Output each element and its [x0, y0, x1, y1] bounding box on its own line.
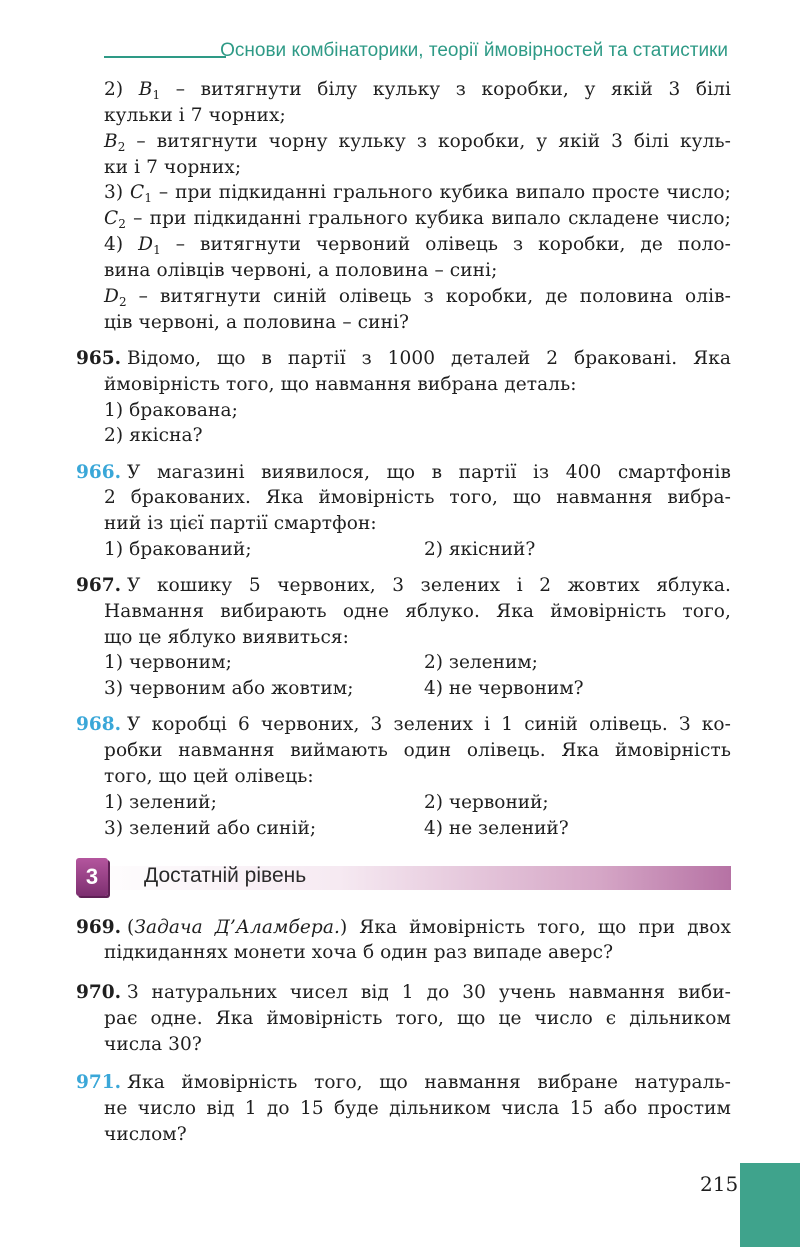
problem-967-option-2: 2) зеленим;: [424, 652, 538, 673]
problem-965-line-2: ймовірність того, що навмання вибрана деталь:: [104, 374, 577, 395]
problem-968-line-1: У коробці 6 червоних, 3 зелених і 1 синій олівець. З ко-: [127, 714, 731, 735]
problem-number: 969.: [76, 917, 122, 938]
page-number: 215: [700, 1172, 739, 1196]
problem-966-line-3: ний із цієї партії смартфон:: [104, 513, 377, 534]
cont-line-8: вина олівців червоні, а половина – сині;: [104, 260, 498, 281]
problem-number: 967.: [76, 575, 122, 596]
problem-970-line-2: рає одне. Яка ймовірність того, що це число є дільником: [104, 1008, 731, 1029]
problem-966-line-1: У магазині виявилося, що в партії із 400 смартфонів: [127, 462, 731, 483]
level-badge: 3: [76, 858, 108, 896]
problem-966-option-2: 2) якісний?: [424, 539, 536, 560]
cont-line-5: 3) $C_1$ – при підкиданні грального кубика випало просте число;: [104, 182, 731, 205]
problem-968-line-2: робки навмання виймають один олівець. Яка ймовірність: [104, 740, 731, 761]
problem-971-line-1: Яка ймовірність того, що навмання вибране натураль-: [127, 1072, 731, 1093]
problem-969-line-1: (Задача Д’Аламбера.) Яка ймовірність того, що при двох: [127, 917, 731, 938]
problem-968-option-1: 1) зелений;: [104, 792, 217, 813]
page-corner-tab: [740, 1163, 800, 1247]
problem-965-option-2: 2) якісна?: [104, 425, 203, 446]
problem-965-option-1: 1) бракована;: [104, 400, 238, 421]
problem-967-line-2: Навмання вибирають одне яблуко. Яка ймовірність того,: [104, 601, 731, 622]
problem-967-line-1: У кошику 5 червоних, 3 зелених і 2 жовтих яблука.: [127, 575, 731, 596]
running-header: Основи комбінаторики, теорії ймовірностей та статистики: [220, 40, 728, 61]
cont-line-2: кульки і 7 чорних;: [104, 105, 286, 126]
problem-967-option-1: 1) червоним;: [104, 652, 232, 673]
problem-967-option-3: 3) червоним або жовтим;: [104, 678, 354, 699]
problem-970-line-3: числа 30?: [104, 1034, 202, 1055]
problem-971-line-2: не число від 1 до 15 буде дільником числа 15 або простим: [104, 1098, 731, 1119]
problem-969-line-2: підкиданнях монети хоча б один раз випаде аверс?: [104, 942, 614, 963]
problem-number: 970.: [76, 982, 122, 1003]
problem-971-line-3: числом?: [104, 1124, 187, 1145]
header-rule: [104, 56, 226, 58]
cont-line-7: 4) $D_1$ – витягнути червоний олівець з коробки, де поло-: [104, 234, 732, 257]
cont-line-1: 2) $B_1$ – витягнути білу кульку з коробки, у якій 3 білі: [104, 79, 731, 102]
problem-number: 965.: [76, 348, 122, 369]
problem-966-line-2: 2 бракованих. Яка ймовірність того, що навмання вибра-: [104, 487, 731, 508]
problem-966-option-1: 1) бракований;: [104, 539, 252, 560]
cont-line-6: $C_2$ – при підкиданні грального кубика випало складене число;: [104, 208, 731, 231]
problem-970-line-1: З натуральних чисел від 1 до 30 учень навмання виби-: [127, 982, 731, 1003]
problem-number: 966.: [76, 462, 122, 483]
problem-number: 971.: [76, 1072, 122, 1093]
problem-968-option-3: 3) зелений або синій;: [104, 818, 317, 839]
problem-967-line-3: що це яблуко виявиться:: [104, 627, 350, 648]
cont-line-4: ки і 7 чорних;: [104, 157, 242, 178]
problem-968-line-3: того, що цей олівець:: [104, 766, 314, 787]
cont-line-9: $D_2$ – витягнути синій олівець з коробки, де половина олів-: [104, 286, 731, 309]
problem-965-line-1: Відомо, що в партії з 1000 деталей 2 браковані. Яка: [127, 348, 731, 369]
cont-line-10: ців червоні, а половина – сині?: [104, 312, 410, 333]
problem-number: 968.: [76, 714, 122, 735]
level-title: Достатній рівень: [144, 864, 307, 887]
problem-968-option-4: 4) не зелений?: [424, 818, 569, 839]
problem-968-option-2: 2) червоний;: [424, 792, 549, 813]
cont-line-3: $B_2$ – витягнути чорну кульку з коробки, у якій 3 білі куль-: [104, 131, 731, 154]
problem-967-option-4: 4) не червоним?: [424, 678, 584, 699]
